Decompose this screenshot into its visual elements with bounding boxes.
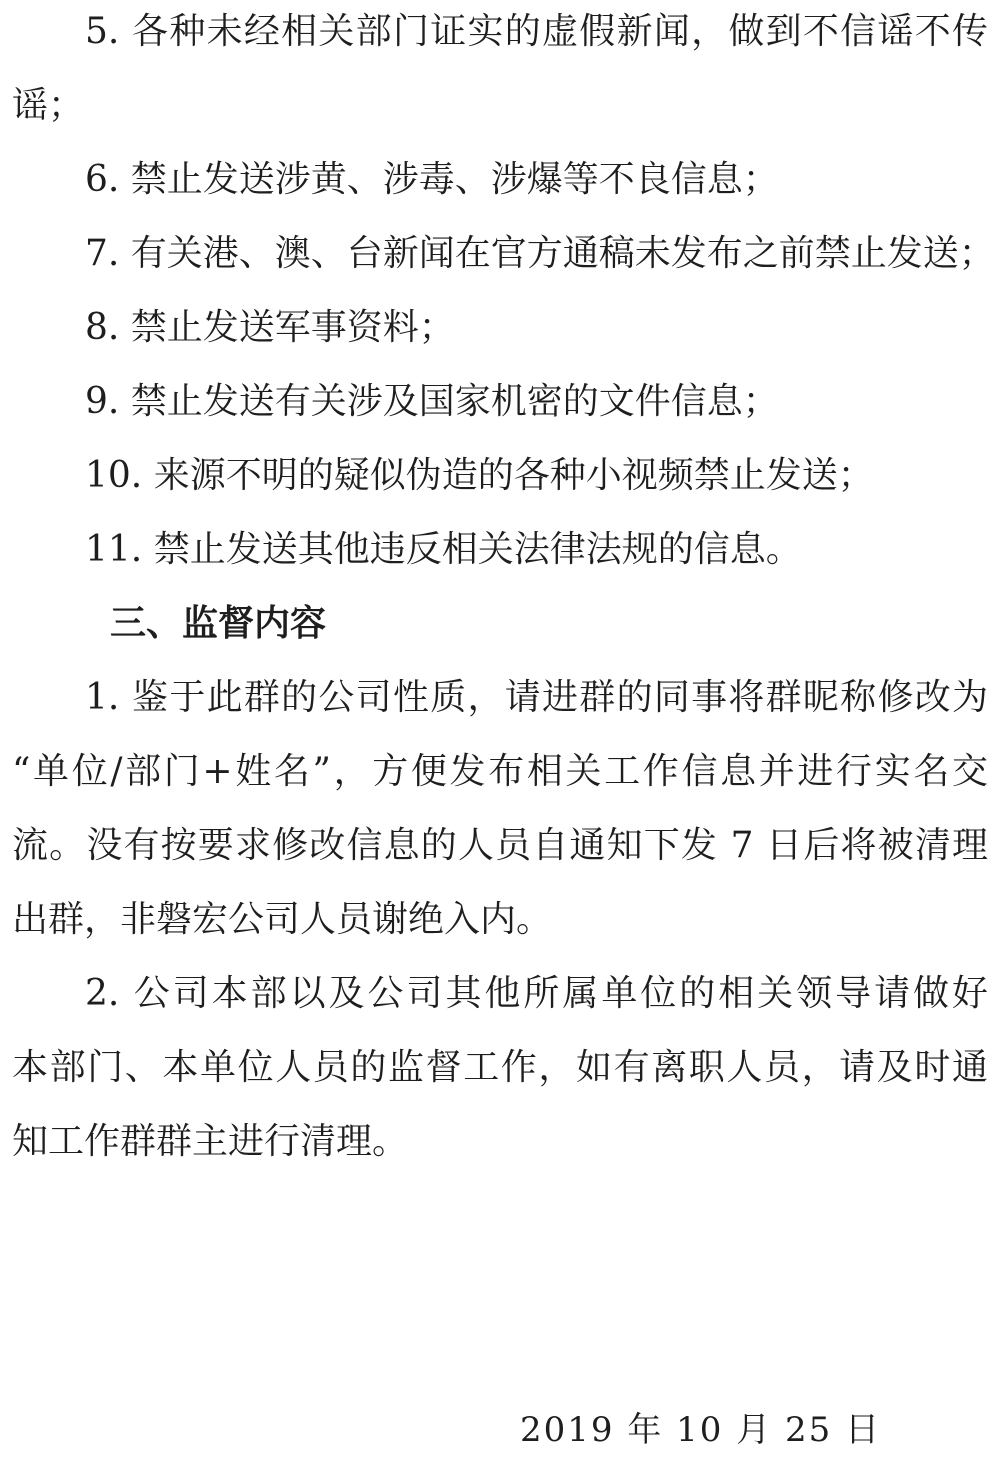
document-date: 2019 年 10 月 25 日 xyxy=(520,1410,882,1450)
list-item-5-line-2: 谣； xyxy=(12,85,85,126)
paragraph-2-line-1: 2. 公司本部以及公司其他所属单位的相关领导请做好 xyxy=(85,973,988,1014)
paragraph-2-line-3: 知工作群群主进行清理。 xyxy=(12,1121,409,1162)
list-item-11: 11. 禁止发送其他违反相关法律法规的信息。 xyxy=(85,529,802,570)
paragraph-2-line-2: 本部门、本单位人员的监督工作，如有离职人员，请及时通 xyxy=(12,1047,988,1088)
list-item-9: 9. 禁止发送有关涉及国家机密的文件信息； xyxy=(85,381,779,422)
paragraph-1-line-3: 流。没有按要求修改信息的人员自通知下发 7 日后将被清理 xyxy=(12,825,988,866)
paragraph-1-line-4: 出群，非磐宏公司人员谢绝入内。 xyxy=(12,899,553,940)
list-item-7: 7. 有关港、澳、台新闻在官方通稿未发布之前禁止发送； xyxy=(85,233,995,274)
list-item-6: 6. 禁止发送涉黄、涉毒、涉爆等不良信息； xyxy=(85,159,779,200)
list-item-5-line-1: 5. 各种未经相关部门证实的虚假新闻，做到不信谣不传 xyxy=(85,11,988,52)
paragraph-1-line-1: 1. 鉴于此群的公司性质，请进群的同事将群昵称修改为 xyxy=(85,677,988,718)
list-item-8: 8. 禁止发送军事资料； xyxy=(85,307,455,348)
paragraph-1-line-2: “单位/部门+姓名”，方便发布相关工作信息并进行实名交 xyxy=(12,751,988,792)
list-item-10: 10. 来源不明的疑似伪造的各种小视频禁止发送； xyxy=(85,455,874,496)
section-heading: 三、监督内容 xyxy=(110,603,327,644)
